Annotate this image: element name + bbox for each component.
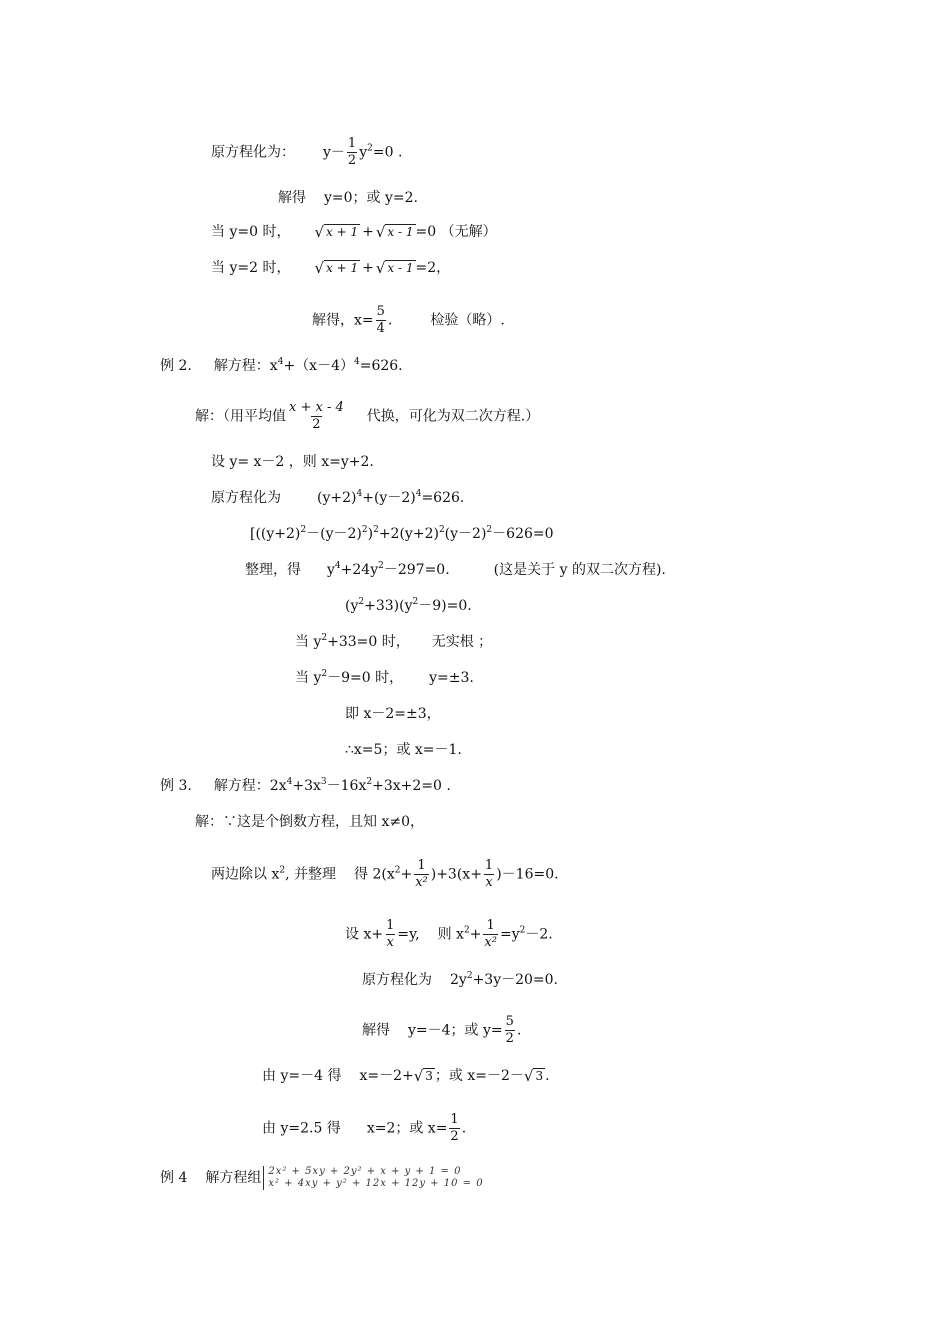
line-transformed-equation-2: 原方程化为 $(y+2)^4+(y-2)^4=626$. — [211, 489, 465, 506]
fraction-five-halves: $\frac{5}{2}$ — [505, 1014, 514, 1046]
line-set-x-plus-reciprocal: 设 x+ $\frac{1}{x}$ =y, 则 $x^2+$ $\frac{1}{\text{x²}}$ $=y^2-2$. — [345, 918, 553, 950]
line-from-y-minus-4: 由 y=－4 得 x=－2+ √ 3 ；或 x=－2－ √ 3 . — [262, 1067, 550, 1085]
line-x-result: ∴x=5；或 x=－1. — [345, 742, 462, 758]
line-transformed-equation: 原方程化为： y－ $\frac{1}{2}$ $y^2=0$ . — [211, 136, 403, 168]
fraction-one-half: $\frac{1}{2}$ — [347, 136, 357, 168]
fraction-one-half: $\frac{1}{2}$ — [450, 1112, 459, 1144]
line-transformed-equation-3: 原方程化为 $2y^2+3y-20=0$. — [362, 971, 559, 988]
line-simplify: 整理，得 $y^4+24y^2-297=0$. (这是关于 y 的双二次方程). — [245, 561, 666, 578]
line-average-substitution: 解：（用平均值 $\frac{x + x - 4}{2}$ 代换，可化为双二次方程.） — [195, 400, 540, 432]
line-from-y-2-5: 由 y=2.5 得 x=2；或 x= $\frac{1}{2}$ . — [262, 1112, 467, 1144]
line-expansion: [$((y+2)^2-(y-2)^2)^2+2(y+2)^2(y-2)^2-626=0$ — [250, 525, 554, 542]
fraction-average: $\frac{x + x - 4}{2}$ — [289, 400, 344, 432]
line-case-y0: 当 y=0 时， √ x + 1 + √ x - 1 =0 （无解） — [211, 223, 497, 241]
line-divide-x2: 两边除以 $x^2$, 并整理 得 $2(x^2+$ $\frac{1}{\text{x²}}$ )+3(x+ $\frac{1}{x}$ )－16=0. — [211, 858, 559, 890]
sqrt-3: √ 3 — [413, 1067, 433, 1085]
line-reciprocal-equation: 解：∵这是个倒数方程，且知 x≠0， — [195, 814, 424, 830]
fraction-one-over-x2: $\frac{1}{\text{x²}}$ — [415, 858, 428, 890]
equation-system: 2x² + 5xy + 2y² + x + y + 1 = 0 x² + 4xy + y² + 12x + 12y + 10 = 0 — [263, 1166, 483, 1190]
fraction-one-over-x: $\frac{1}{x}$ — [386, 918, 395, 950]
sqrt-x-plus-1: √ x + 1 — [314, 223, 359, 241]
sqrt-x-plus-1: √ x + 1 — [314, 259, 359, 277]
line-factored: $(y^2+33)(y^2-9)=0$. — [345, 597, 472, 614]
label-text: 原方程化为： — [211, 144, 295, 161]
fraction-five-fourths: $\frac{5}{4}$ — [376, 304, 385, 336]
line-case-y-pm3: 当 $y^2-9=0$ 时， y=±3. — [295, 669, 474, 686]
line-solution-x: 解得，x= $\frac{5}{4}$ . 检验（略）. — [312, 304, 505, 336]
example-3-heading: 例 3. 解方程：$2x^4+3x^3-16x^2+3x+2=0$ . — [160, 777, 451, 794]
fraction-one-over-x2: $\frac{1}{\text{x²}}$ — [484, 918, 497, 950]
fraction-one-over-x: $\frac{1}{x}$ — [484, 858, 494, 890]
line-solution-y-2: 解得 y=－4；或 y= $\frac{5}{2}$ . — [362, 1014, 522, 1046]
example-2-heading: 例 2. 解方程：$x^4+(x-4)^4=626$. — [160, 357, 403, 374]
line-set-y: 设 y= x－2 ，则 x=y+2. — [211, 454, 374, 470]
sqrt-x-minus-1: √ x - 1 — [375, 259, 414, 277]
sqrt-x-minus-1: √ x - 1 — [375, 223, 414, 241]
line-case-no-real-root: 当 $y^2+33=0$ 时， 无实根 ； — [295, 633, 493, 650]
example-4-heading: 例 4 解方程组 2x² + 5xy + 2y² + x + y + 1 = 0 x² + 4xy + y² + 12x + 12y + 10 = 0 — [160, 1166, 484, 1189]
sqrt-3: √ 3 — [523, 1067, 544, 1085]
line-x-minus-2: 即 x－2=±3， — [345, 706, 441, 722]
line-case-y2: 当 y=2 时， √ x + 1 + √ x - 1 =2， — [211, 259, 451, 277]
line-solution-y: 解得 y=0；或 y=2. — [278, 190, 418, 206]
